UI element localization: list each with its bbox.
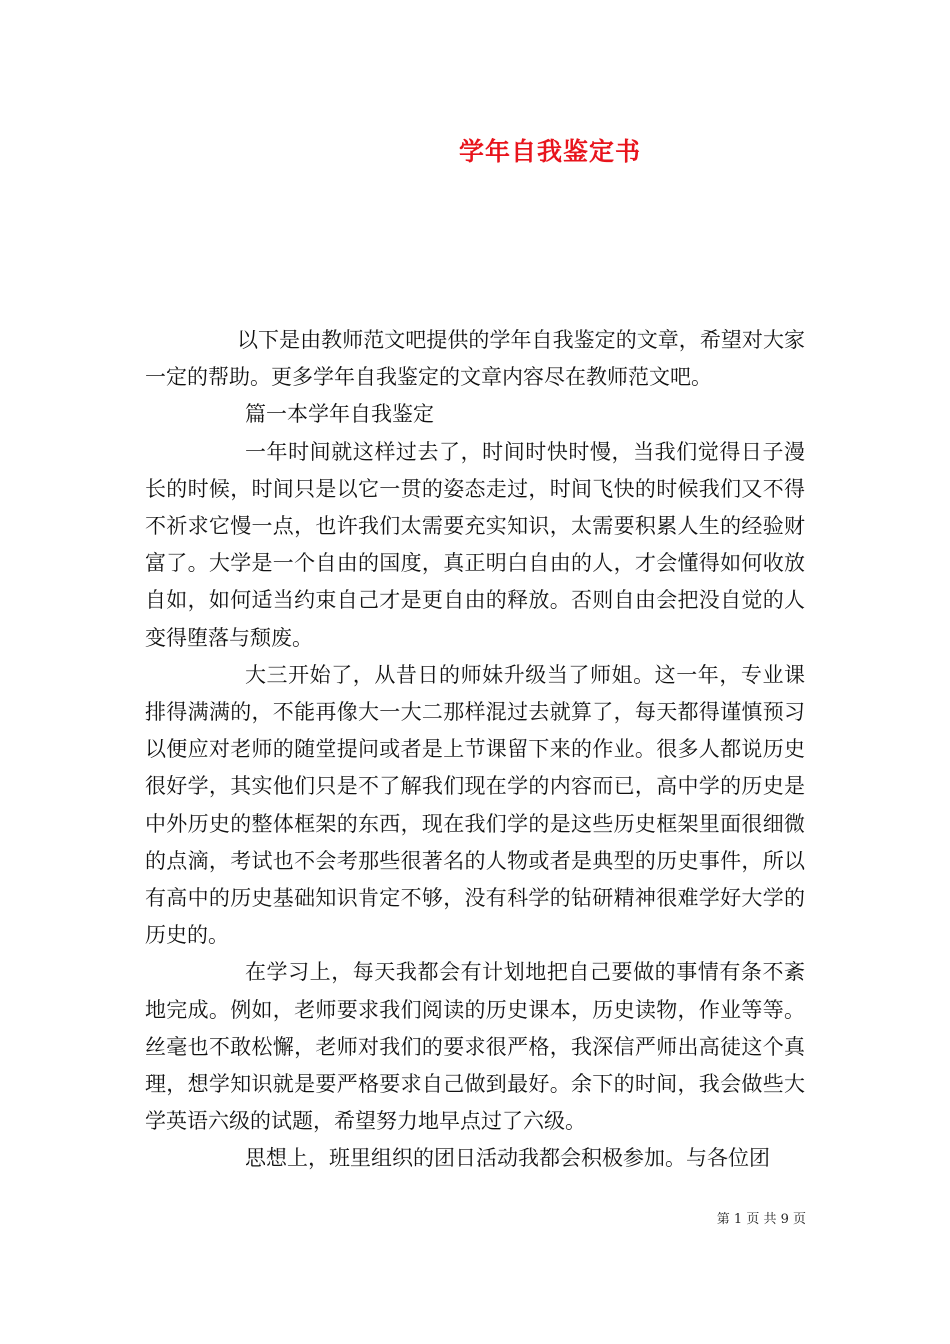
body-paragraph: 大三开始了，从昔日的师妹升级当了师姐。这一年，专业课排得满满的，不能再像大一大二那样混过去就算了，每天都得谨慎预习以便应对老师的随堂提问或者是上节课留下来的作业。很多人都说历史很好学，其实他们只是不了解我们现在学的内容而已，高中学的历史是中外历史的整体框架的东西，现在我们学的是这些历史框架里面很细微的点滴，考试也不会考那些很著名的人物或者是典型的历史事件，所以有高中的历史基础知识肯定不够，没有科学的钻研精神很难学好大学的历史的。: [145, 662, 805, 948]
body-paragraph: 一年时间就这样过去了，时间时快时慢，当我们觉得日子漫长的时候，时间只是以它一贯的姿态走过，时间飞快的时候我们又不得不祈求它慢一点，也许我们太需要充实知识，太需要积累人生的经验财富了。大学是一个自由的国度，真正明白自由的人，才会懂得如何收放自如，如何适当约束自己才是更自由的释放。否则自由会把没自觉的人变得堕落与颓废。: [145, 439, 805, 650]
document-title: 学年自我鉴定书: [458, 137, 641, 166]
body-paragraph: 思想上，班里组织的团日活动我都会积极参加。与各位团: [245, 1146, 770, 1171]
document-body: [145, 322, 805, 1178]
section-heading: 篇一本学年自我鉴定: [245, 402, 434, 427]
intro-paragraph: 以下是由教师范文吧提供的学年自我鉴定的文章，希望对大家一定的帮助。更多学年自我鉴定的文章内容尽在教师范文吧。: [145, 328, 805, 390]
body-paragraph: 在学习上，每天我都会有计划地把自己要做的事情有条不紊地完成。例如，老师要求我们阅读的历史课本，历史读物，作业等等。丝毫也不敢松懈，老师对我们的要求很严格，我深信严师出高徒这个真理，想学知识就是要严格要求自己做到最好。余下的时间，我会做些大学英语六级的试题，希望努力地早点过了六级。: [145, 960, 805, 1134]
page-number-footer: 第 1 页 共 9 页: [716, 1212, 806, 1227]
